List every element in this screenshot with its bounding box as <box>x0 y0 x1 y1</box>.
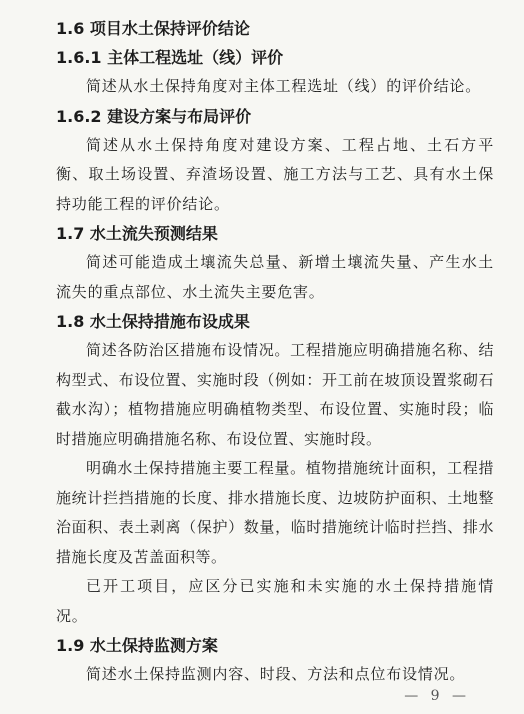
paragraph-1-6-2: 简述从水土保持角度对建设方案、工程占地、土石方平衡、取土场设置、弃渣场设置、施工方法与工艺、具有水土保持功能工程的评价结论。 <box>56 135 494 213</box>
paragraph-1-7: 简述可能造成土壤流失总量、新增土壤流失量、产生水土流失的重点部位、水土流失主要危害。 <box>56 253 494 301</box>
section-1-8-heading: 1.8 水土保持措施布设成果 <box>56 312 250 331</box>
paragraph-1-8-c: 已开工项目，应区分已实施和未实施的水土保持措施情况。 <box>56 577 494 625</box>
section-1-6-2-heading: 1.6.2 建设方案与布局评价 <box>56 106 252 126</box>
section-1-6-1-heading: 1.6.1 主体工程选址（线）评价 <box>56 48 284 67</box>
section-1-9-heading: 1.9 水土保持监测方案 <box>56 636 218 655</box>
page-number: — 9 — <box>404 688 470 704</box>
paragraph-1-9: 简述水土保持监测内容、时段、方法和点位布设情况。 <box>86 665 466 683</box>
paragraph-1-8-a: 简述各防治区措施布设情况。工程措施应明确措施名称、结构型式、布设位置、实施时段（例如：开工前在坡顶设置浆砌石截水沟）；植物措施应明确植物类型、布设位置、实施时段；临时措施应明确措施名称、布设位置、实施时段。 <box>56 341 494 448</box>
paragraph-1-8-b: 明确水土保持措施主要工程量。植物措施统计面积，工程措施统计拦挡措施的长度、排水措施长度、边坡防护面积、土地整治面积、表土剥离（保护）数量，临时措施统计临时拦挡、排水措施长度及苫盖面积等。 <box>56 459 494 566</box>
paragraph-1-6-1: 简述从水土保持角度对主体工程选址（线）的评价结论。 <box>86 77 482 95</box>
section-1-6-heading: 1.6 项目水土保持评价结论 <box>56 19 250 38</box>
section-1-7-heading: 1.7 水土流失预测结果 <box>56 224 218 243</box>
